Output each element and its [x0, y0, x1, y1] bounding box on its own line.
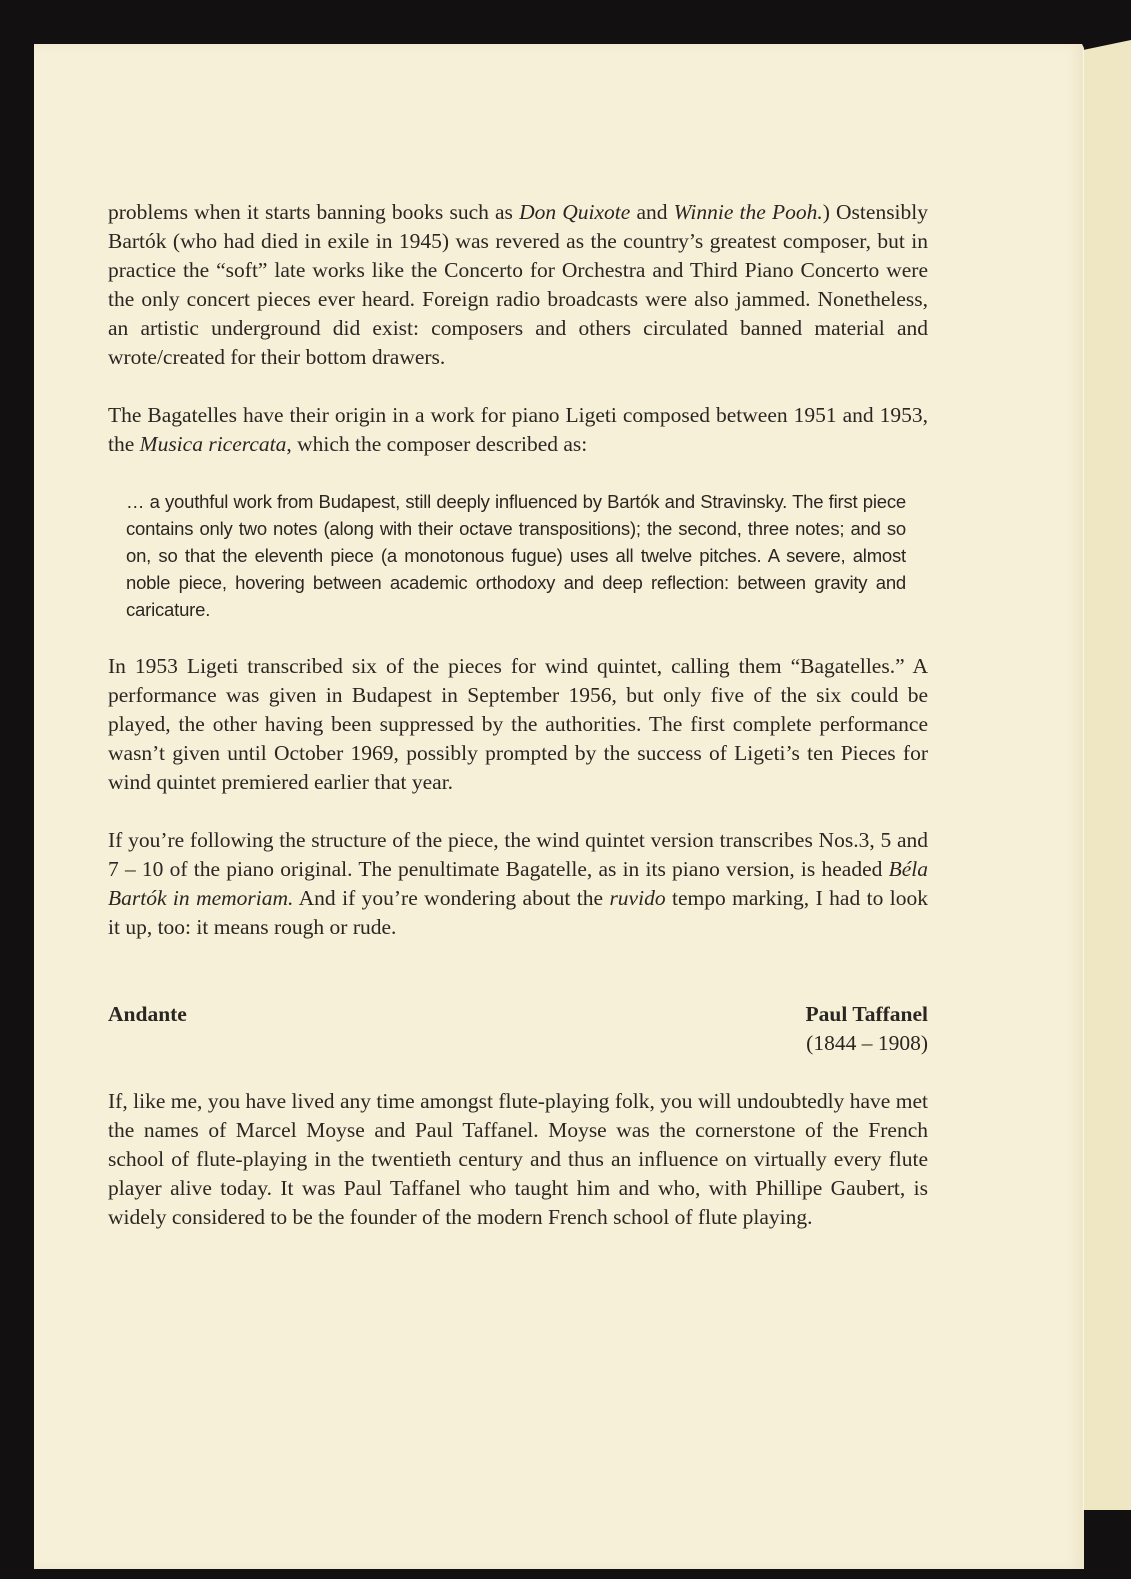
term-ruvido: ruvido [609, 886, 666, 910]
composer-dates: (1844 – 1908) [806, 1031, 928, 1055]
composer-name: Paul Taffanel [805, 1002, 928, 1026]
text-run: , which the composer described as: [286, 432, 588, 456]
piece-title: Andante [108, 1002, 187, 1026]
block-quote: … a youthful work from Budapest, still deeply influenced by Bartók and Stravinsky. The first piece contains only two notes (along with their octave transpositions); the second, three notes; and so on, so that the eleventh piece (a monotonous fugue) uses all twelve pitches. A severe, almost noble piece, hovering between academic orthodoxy and deep reflection: between gravity and caricature. [126, 491, 906, 620]
text-run: and [630, 200, 674, 224]
page-content [108, 198, 928, 1232]
title-winnie-the-pooh: Winnie the Pooh. [673, 200, 823, 224]
text-run: The Bagatelles have their origin in a work for piano Ligeti composed between 1951 and 1953, the [108, 403, 928, 456]
text-run: If you’re following the structure of the piece, the wind quintet version transcribes Nos.3, 5 and 7 – 10 of the piano original. The penultimate Bagatelle, as in its piano version, is headed [108, 828, 928, 881]
text-run: tempo marking, I had to look it up, too: it means rough or rude. [108, 886, 929, 939]
title-musica-ricercata: Musica ricercata [139, 432, 287, 456]
paragraph-structure [108, 826, 928, 942]
title-bela-bartok-in-memoriam: Béla Bartók in memoriam. [108, 857, 928, 910]
paragraph-taffanel: If, like me, you have lived any time amongst flute-playing folk, you will undoubtedly have met the names of Marcel Moyse and Paul Taffanel. Moyse was the cornerstone of the French school of flute-playing in the twentieth century and thus an influence on virtually every flute player alive today. It was Paul Taffanel who taught him and who, with Phillipe Gaubert, is widely considered to be the founder of the modern French school of flute playing. [108, 1089, 928, 1229]
section-heading [108, 1000, 928, 1058]
text-run: problems when it starts banning books such as [108, 200, 520, 224]
text-run: And if you’re wondering about the [293, 886, 610, 910]
next-page-edge [1083, 40, 1131, 1510]
paragraph-transcription: In 1953 Ligeti transcribed six of the pieces for wind quintet, calling them “Bagatelles.” A performance was given in Budapest in September 1956, but only five of the six could be played, the other having been suppressed by the authorities. The first complete performance wasn’t given until October 1969, possibly prompted by the success of Ligeti’s ten Pieces for wind quintet premiered earlier that year. [108, 654, 928, 794]
title-don-quixote: Don Quixote [519, 200, 631, 224]
composer-block [806, 1000, 928, 1058]
text-run: ) Ostensibly Bartók (who had died in exile in 1945) was revered as the country’s greatest composer, but in practice the “soft” late works like the Concerto for Orchestra and Third Piano Concerto were the only concert pieces ever heard. Foreign radio broadcasts were also jammed. Nonetheless, an artistic underground did exist: composers and others circulated banned material and wrote/created for their bottom drawers. [108, 200, 929, 369]
paragraph-censorship [108, 198, 928, 372]
paragraph-origin [108, 401, 928, 459]
